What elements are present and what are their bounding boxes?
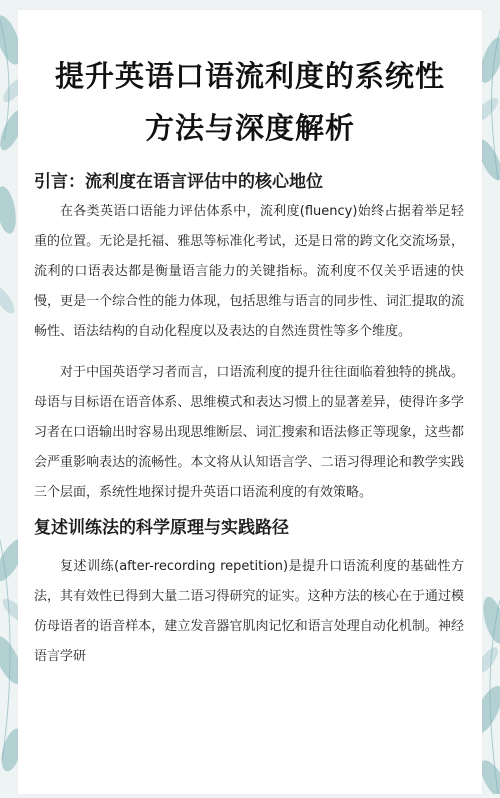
article-body (34, 167, 464, 672)
article-title (18, 50, 482, 154)
intro-paragraph-2: 对于中国英语学习者而言，口语流利度的提升往往面临着独特的挑战。母语与目标语在语音体系、思维模式和表达习惯上的显著差异，使得许多学习者在口语输出时容易出现思维断层、词汇搜索和语法修正等现象，这些都会严重影响表达的流畅性。本文将从认知语言学、二语习得理论和教学实践三个层面，系统性地探讨提升英语口语流利度的有效策略。 (34, 365, 464, 500)
title-line-1: 提升英语口语流利度的系统性 (54, 59, 445, 93)
article-paper (18, 10, 482, 794)
intro-paragraph-1: 在各类英语口语能力评估体系中，流利度(fluency)始终占据着举足轻重的位置。无论是托福、雅思等标准化考试，还是日常的跨文化交流场景，流利的口语表达都是衡量语言能力的关键指标。流利度不仅关乎语速的快慢，更是一个综合性的能力体现，包括思维与语言的同步性、词汇提取的流畅性、语法结构的自动化程度以及表达的自然连贯性等多个维度。 (34, 204, 464, 339)
title-line-2: 方法与深度解析 (144, 111, 355, 145)
section-heading-intro: 引言：流利度在语言评估中的核心地位 (34, 172, 323, 192)
section-heading-repetition: 复述训练法的科学原理与实践路径 (34, 518, 289, 538)
repetition-paragraph-1: 复述训练(after-recording repetition)是提升口语流利度的基础性方法，其有效性已得到大量二语习得研究的证实。这种方法的核心在于通过模仿母语者的语音样本，建立发音器官肌肉记忆和语言处理自动化机制。神经语言学研 (34, 559, 464, 664)
